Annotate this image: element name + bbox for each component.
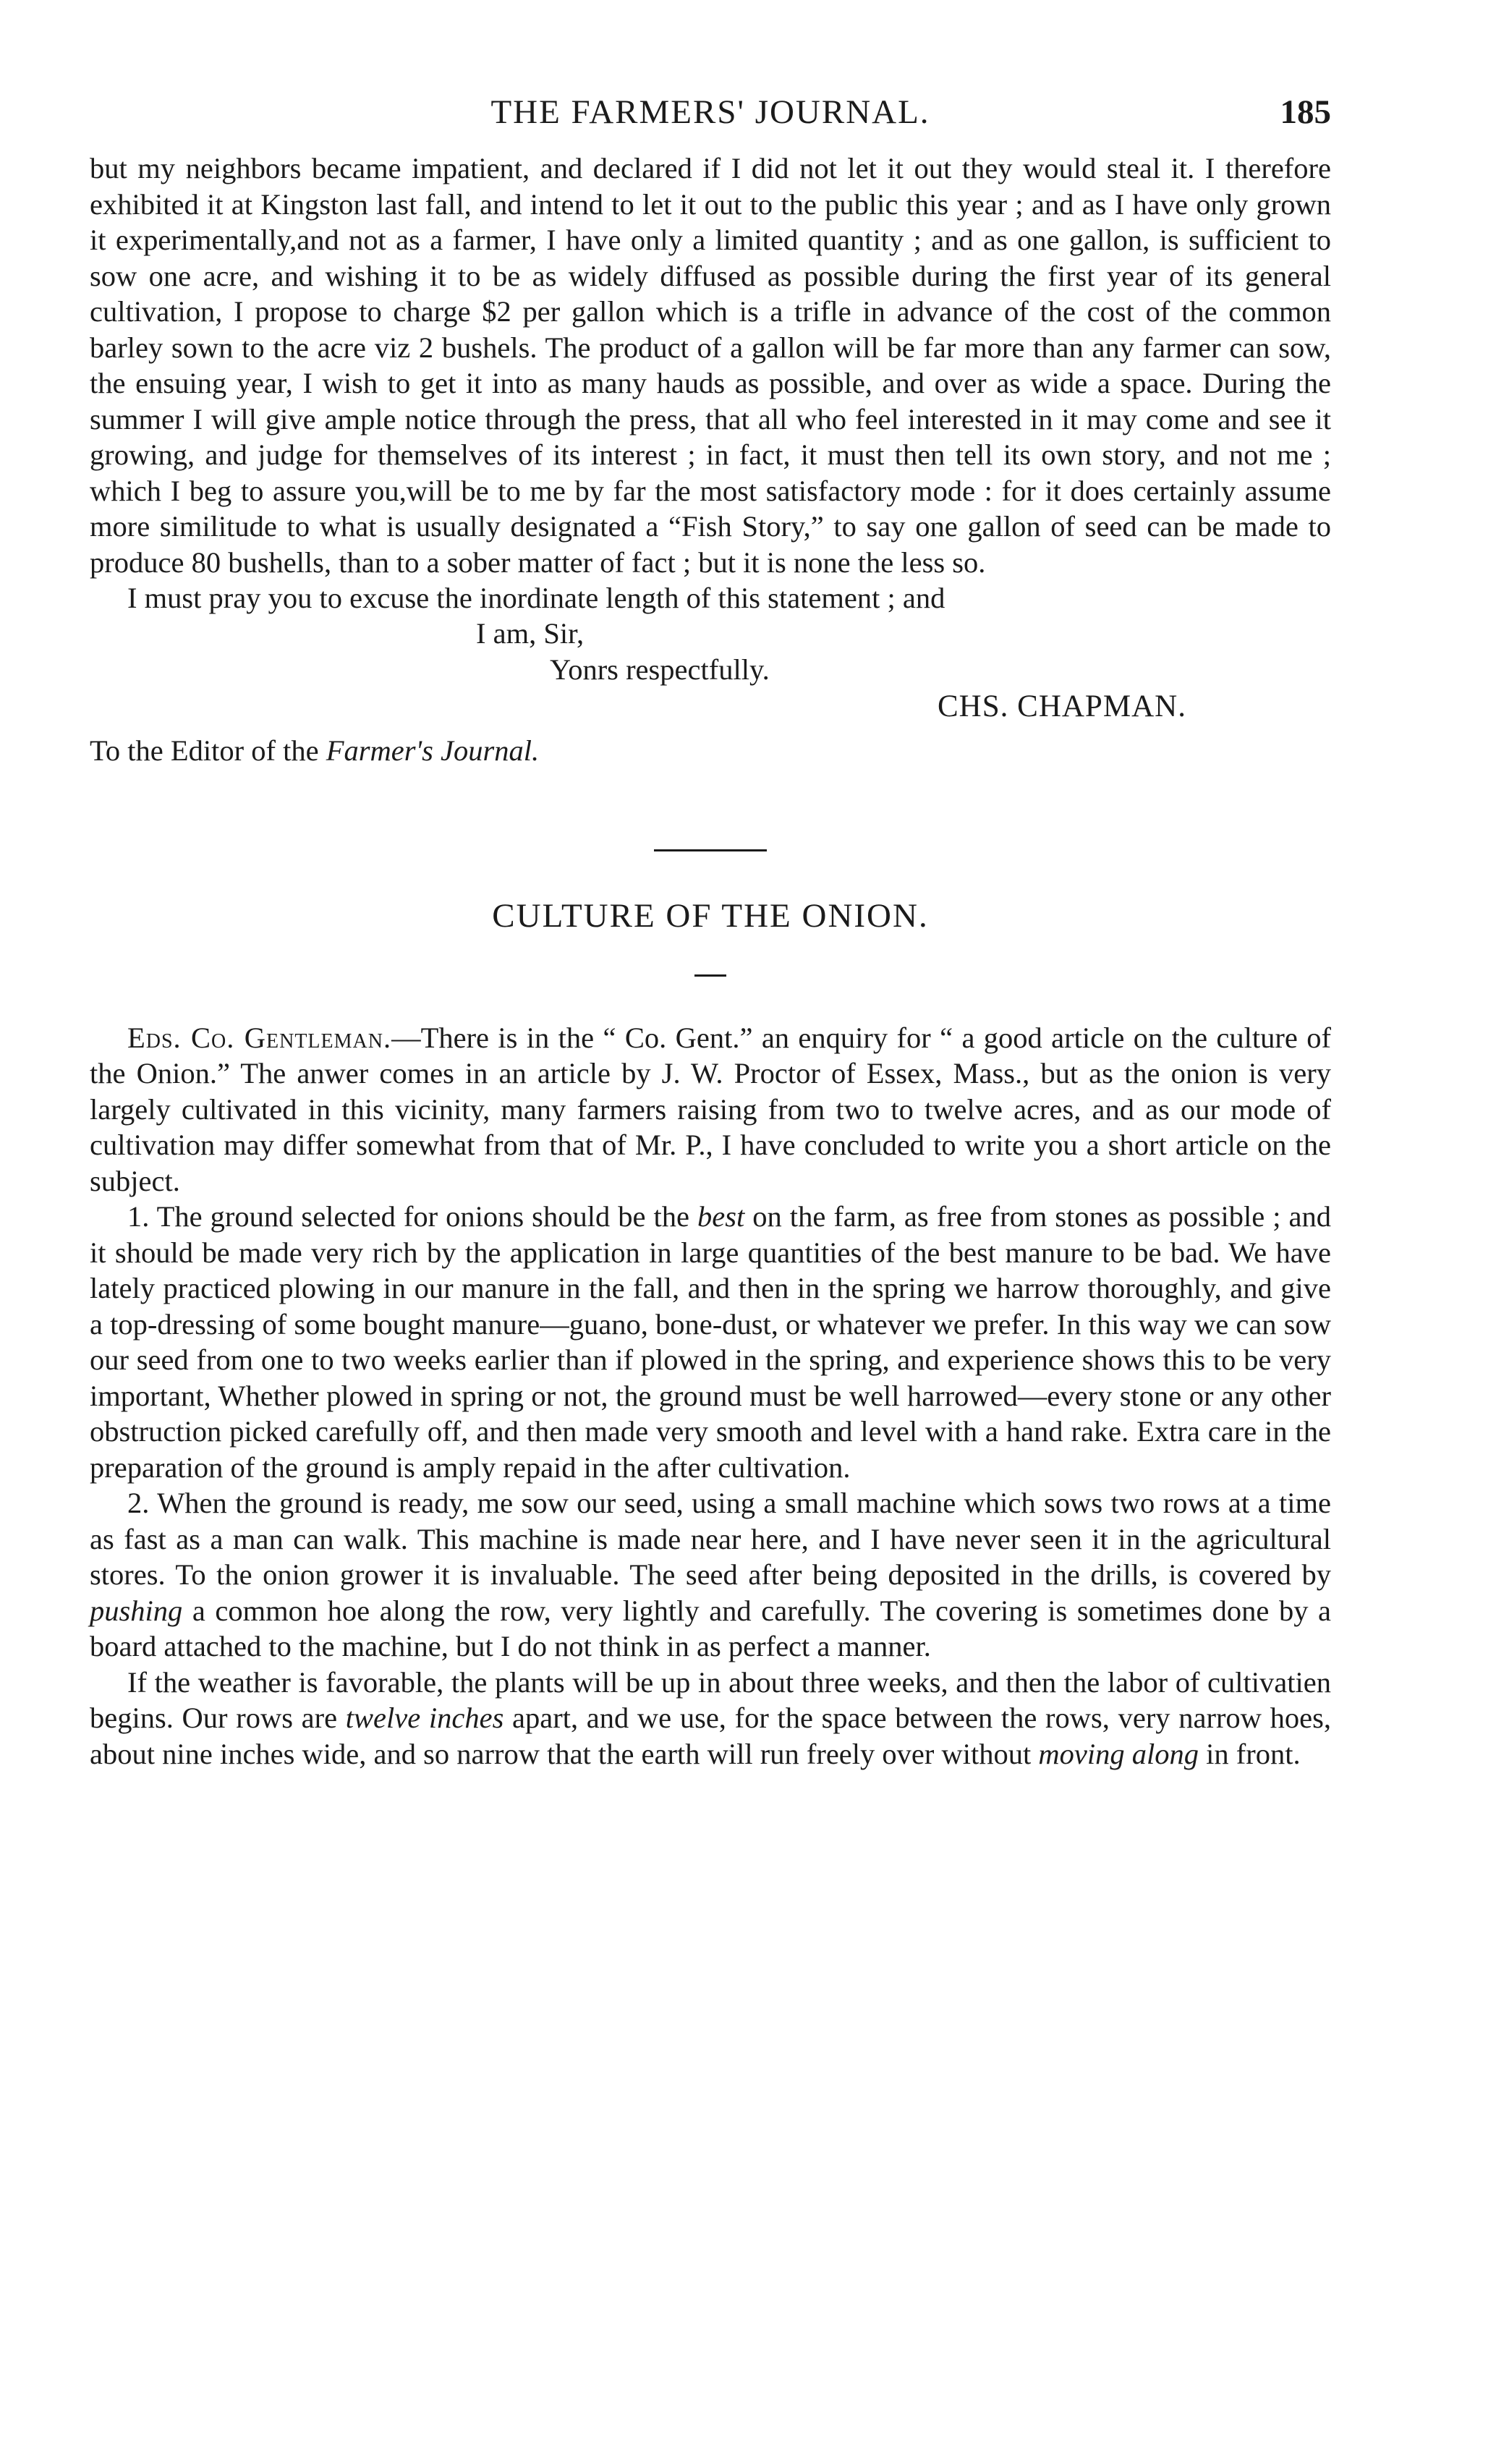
emphasis-pushing: pushing: [90, 1594, 183, 1627]
closing-valediction: Yonrs respectfully.: [550, 653, 770, 686]
emphasis-twelve-inches: twelve inches: [345, 1702, 504, 1734]
closing-salutation: I am, Sir,: [476, 616, 585, 650]
article-paragraph-3: [90, 1665, 1331, 1772]
page-number: 185: [1280, 93, 1331, 131]
point-text: on the farm, as free from stones as possible ; and it should be made very rich by the application in large quantities of the best manure to be bad. We have lately practiced plowing in our manure in the fall, and then in the spring we harrow thoroughly, and give a top-dressing of some bought manure—guano, bone-dust, or whatever we prefer. In this way we can sow our seed from one to two weeks earlier than if plowed in the spring, and experience shows this to be very important, Whether plowed in spring or not, the ground must be well harrowed—every stone or any other obstruction picked carefully off, and then made very smooth and level with a hand rake. Extra care in the preparation of the ground is amply repaid in the after cultivation.: [90, 1200, 1331, 1484]
article-point-1: [90, 1199, 1331, 1485]
letter-paragraph: I must pray you to excuse the inordinate length of this statement ; and: [127, 582, 945, 614]
article-intro: [90, 1020, 1331, 1199]
title-underline: [694, 974, 726, 977]
running-head: [90, 93, 1331, 150]
section-divider: [654, 849, 767, 851]
addressee-line: [90, 734, 539, 768]
article-intro-text: —There is in the “ Co. Gent.” an enquiry for “ a good article on the culture of the Onion.” The anwer comes in an article by J. W. Proctor of Essex, Mass., but as the onion is very largely cultivated in this vicinity, many farmers raising from two to twelve acres, and as our mode of cultivation may differ somewhat from that of Mr. P., I have concluded to write you a short article on the subject.: [90, 1021, 1331, 1197]
point-text: 2. When the ground is ready, me sow our seed, using a small machine which sows two rows at a time as fast as a man can walk. This machine is made near here, and I have never seen it in the agricultural stores. To the onion grower it is invaluable. The seed after being deposited in the drills, is covered by: [90, 1487, 1331, 1591]
signature: CHS. CHAPMAN.: [938, 689, 1186, 723]
point-text: If the weather is favorable, the plants will be up in about three weeks, and then the labor of cultivatien begins. Our rows are: [90, 1665, 1331, 1734]
page-content: [90, 93, 1331, 1772]
emphasis-moving-along: moving along: [1038, 1737, 1199, 1770]
addressee-prefix: To the Editor of the: [90, 734, 326, 767]
letter-body: [90, 150, 1331, 616]
point-text: a common hoe along the row, very lightly and carefully. The covering is sometimes done by a board attached to the machine, but I do not think in as perfect a manner.: [90, 1594, 1331, 1662]
addressee-journal: Farmer's Journal.: [326, 734, 540, 767]
emphasis-best: best: [697, 1200, 745, 1233]
letter-paragraph: but my neighbors became impatient, and declared if I did not let it out they would steal it. I therefore exhibited it at Kingston last fall, and intend to let it out to the public this year ; and as I have only grown it experimentally,and not as a farmer, I have only a limited quantity ; and as one gallon, is sufficient to sow one acre, and wishing it to be as widely diffused as possible during the first year of its general cultivation, I propose to charge $2 per gallon which is a trifle in advance of the cost of the common barley sown to the acre viz 2 bushels. The product of a gallon will be far more than any farmer can sow, the ensuing year, I wish to get it into as many hauds as possible, and over as wide a space. During the summer I will give ample notice through the press, that all who feel interested in it may come and see it growing, and judge for themselves of its interest ; in fact, it must then tell its own story, and not me ; which I beg to assure you,will be to me by far the most satisfactory mode : for it does certainly assume more similitude to what is usually designated a “Fish Story,” to say one gallon of seed can be made to produce 80 bushells, than to a sober matter of fact ; but it is none the less so.: [90, 152, 1331, 579]
journal-title: THE FARMERS' JOURNAL.: [490, 93, 930, 131]
letter-closing: [90, 616, 1331, 796]
point-text: 1. The ground selected for onions should be the: [127, 1200, 697, 1233]
article-body: [90, 1020, 1331, 1772]
point-text: apart, and we use, for the space between the rows, very narrow hoes, about nine inches wide, and so narrow that the earth will run freely over without: [90, 1702, 1331, 1770]
point-text: in front.: [1198, 1737, 1301, 1770]
article-salutation: Eds. Co. Gentleman.: [127, 1021, 392, 1054]
article-point-2: [90, 1485, 1331, 1665]
article-title: CULTURE OF THE ONION.: [492, 896, 929, 935]
